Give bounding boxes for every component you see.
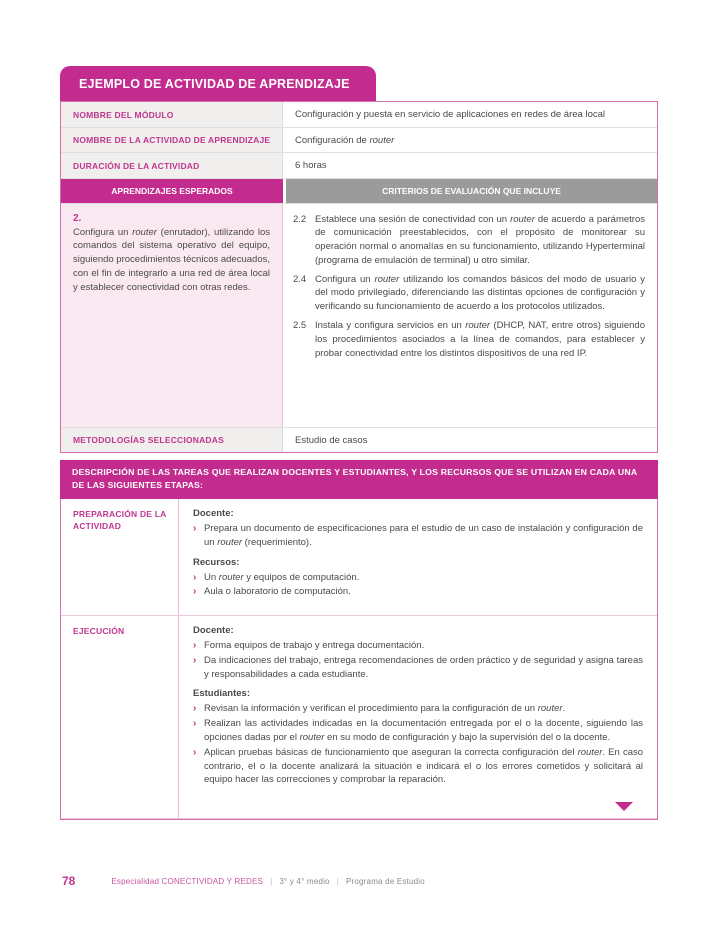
page-number: 78 xyxy=(62,874,76,888)
criteria-text: Configura un router utilizando los comandos básicos del modo de usuario y del modo privilegiado, diferenciando las distintas opciones de configuración y verificando su funcionamiento de acuerdo a los protocolos utilizados. xyxy=(315,273,645,313)
footer-separator: | xyxy=(336,876,339,886)
criteria-item xyxy=(293,213,645,268)
learning-criteria-content-row xyxy=(61,204,657,428)
docente-heading: Docente: xyxy=(193,508,234,519)
chevron-bullet-icon: › xyxy=(193,654,197,666)
execution-label: EJECUCIÓN xyxy=(61,616,179,818)
duration-value: 6 horas xyxy=(295,160,327,171)
table-row-methodology xyxy=(61,428,657,453)
methodology-label: METODOLOGÍAS SELECCIONADAS xyxy=(61,428,283,453)
expected-learning-number: 2. xyxy=(73,212,82,224)
activity-name-label: NOMBRE DE LA ACTIVIDAD DE APRENDIZAJE xyxy=(61,128,283,153)
footer-level: 3° y 4° medio xyxy=(279,876,330,886)
chevron-bullet-icon: › xyxy=(193,586,197,598)
page-title-label: EJEMPLO DE ACTIVIDAD DE APRENDIZAJE xyxy=(79,76,350,91)
chevron-bullet-icon: › xyxy=(193,746,197,758)
list-item: › Da indicaciones del trabajo, entrega recomendaciones de orden práctico y de seguridad y asigna tareas y responsabilidades a cada estudiante. xyxy=(193,654,643,680)
list-item: › Realizan las actividades indicadas en la documentación entregada por el o la docente, siguiendo las opciones dadas por el router en su modo de configuración y bajo la supervisión del o la docente. xyxy=(193,718,643,743)
table-row-preparation xyxy=(61,499,657,616)
expected-learning-header: APRENDIZAJES ESPERADOS xyxy=(61,179,283,203)
recursos-heading: Recursos: xyxy=(193,556,240,568)
execution-content xyxy=(179,616,657,818)
duration-label: DURACIÓN DE LA ACTIVIDAD xyxy=(61,153,283,178)
learning-criteria-header-row xyxy=(61,179,657,204)
table-row-duration xyxy=(61,153,657,179)
list-item: › Un router y equipos de computación. xyxy=(193,571,360,583)
footer-program: Programa de Estudio xyxy=(345,876,425,886)
evaluation-criteria-header: CRITERIOS DE EVALUACIÓN QUE INCLUYE xyxy=(286,179,657,203)
list-item: › Prepara un documento de especificaciones para el estudio de un caso de instalación y configuración de un router (requerimiento). xyxy=(193,523,643,548)
activity-info-table xyxy=(60,101,658,453)
chevron-bullet-icon: › xyxy=(193,571,197,583)
module-name-value: Configuración y puesta en servicio de aplicaciones en redes de área local xyxy=(295,109,605,120)
table-row-activity-name xyxy=(61,128,657,154)
list-item: › Forma equipos de trabajo y entrega documentación. xyxy=(193,640,425,651)
docente-heading: Docente: xyxy=(193,625,234,636)
criteria-item xyxy=(293,319,645,360)
expected-learning-text: Configura un router (enrutador), utilizando los comandos del sistema operativo del equipo, siguiendo procedimientos técnicos adecuados, con el fin de integrarlo a una red de área local y establecer conectividad con otras redes. xyxy=(73,226,270,293)
expected-learning-cell xyxy=(61,204,283,427)
preparation-label: PREPARACIÓN DE LA ACTIVIDAD xyxy=(61,499,179,615)
table-row-execution xyxy=(61,616,657,819)
footer-text xyxy=(111,877,425,886)
tasks-description-banner: DESCRIPCIÓN DE LAS TAREAS QUE REALIZAN DOCENTES Y ESTUDIANTES, Y LOS RECURSOS QUE SE UTILIZAN EN CADA UNA DE LAS SIGUIENTES ETAPAS: xyxy=(60,460,658,499)
methodology-value: Estudio de casos xyxy=(295,434,368,446)
criteria-text: Establece una sesión de conectividad con un router de acuerdo a parámetros de comunicación preestablecidos, con el propósito de monitorear su operación normal o anomalías en su funcionamiento, utilizando Hyperterminal (programa de emulación de terminal) u otro similar. xyxy=(315,213,645,266)
chevron-bullet-icon: › xyxy=(193,718,197,730)
chevron-bullet-icon: › xyxy=(193,523,197,534)
criteria-item xyxy=(293,273,645,314)
estudiantes-heading: Estudiantes: xyxy=(193,688,251,700)
criteria-number: 2.4 xyxy=(293,273,307,285)
criteria-number: 2.5 xyxy=(293,320,307,332)
continuation-arrow-icon xyxy=(615,802,633,811)
chevron-bullet-icon: › xyxy=(193,703,197,715)
activity-name-value: Configuración de router xyxy=(295,134,395,146)
stages-table xyxy=(60,499,658,820)
criteria-number: 2.2 xyxy=(293,213,307,225)
criteria-text: Instala y configura servicios en un router (DHCP, NAT, entre otros) siguiendo los procedimientos asociados a la línea de comandos, para establecer y probar conectividad entre los distintos dispositivos de una red IP. xyxy=(315,320,645,359)
evaluation-criteria-cell xyxy=(283,204,657,427)
chevron-bullet-icon: › xyxy=(193,640,197,651)
page-footer xyxy=(62,874,425,888)
list-item: › Aplican pruebas básicas de funcionamiento que aseguran la correcta configuración del router. En caso contrario, el o la docente analizará la situación e indicará el o los errores cometidos y solicitará al equipo hacer las correcciones y comprobar la reparación. xyxy=(193,746,644,786)
page-title xyxy=(60,66,376,101)
preparation-content xyxy=(179,499,657,615)
table-row-module-name xyxy=(61,102,657,128)
list-item: › Revisan la información y verifican el procedimiento para la configuración de un router. xyxy=(193,703,566,715)
list-item: › Aula o laboratorio de computación. xyxy=(193,586,351,598)
module-name-label: NOMBRE DEL MÓDULO xyxy=(61,102,283,127)
footer-specialty: Especialidad CONECTIVIDAD Y REDES xyxy=(111,876,264,886)
document-page xyxy=(60,66,658,820)
footer-separator: | xyxy=(270,876,273,886)
